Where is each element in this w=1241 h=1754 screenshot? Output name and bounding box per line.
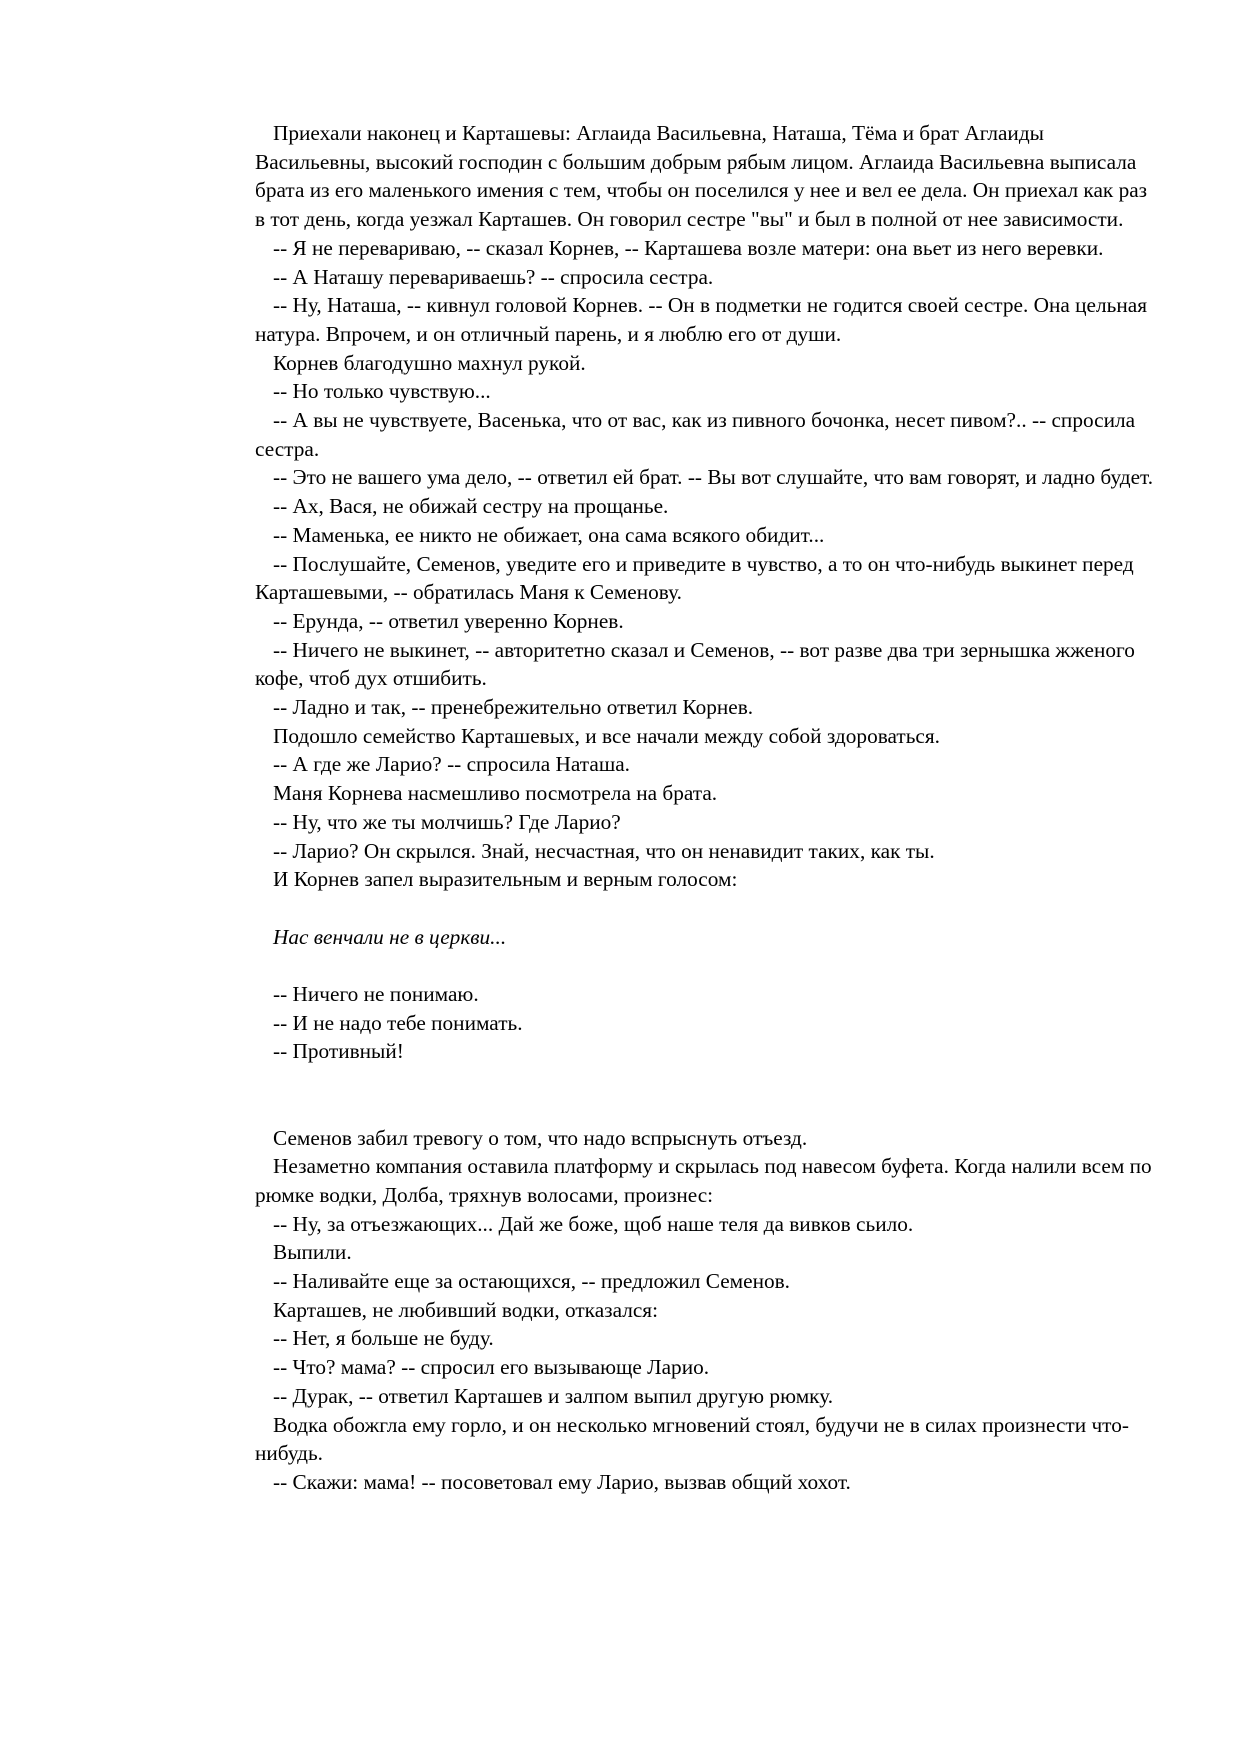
text-block-2 bbox=[255, 980, 1155, 1066]
paragraph: Приехали наконец и Карташевы: Аглаида Васильевна, Наташа, Тёма и брат Аглаиды Васильевны, высокий господин с большим добрым рябым лицом. Аглаида Васильевна выписала брата из его маленького имения с тем, чтобы он поселился у нее и вел ее дела. Он приехал как раз в тот день, когда уезжал Карташев. Он говорил сестре "вы" и был в полной от нее зависимости. bbox=[255, 121, 1148, 232]
paragraph: Незаметно компания оставила платформу и скрылась под навесом буфета. Когда налили всем по рюмке водки, Долба, тряхнув волосами, произнес: bbox=[255, 1154, 1152, 1207]
paragraph: -- Но только чувствую... bbox=[273, 379, 491, 404]
paragraph: -- Это не вашего ума дело, -- ответил ей брат. -- Вы вот слушайте, что вам говорят, и ладно будет. bbox=[273, 465, 1154, 490]
paragraph: -- И не надо тебе понимать. bbox=[273, 1010, 523, 1035]
paragraph: Семенов забил тревогу о том, что надо вспрыснуть отъезд. bbox=[273, 1125, 808, 1150]
paragraph: -- Послушайте, Семенов, уведите его и приведите в чувство, а то он что-нибудь выкинет перед Карташевыми, -- обратилась Маня к Семенову. bbox=[255, 551, 1134, 605]
paragraph: Маня Корнева насмешливо посмотрела на брата. bbox=[273, 781, 718, 806]
paragraph: -- Дурак, -- ответил Карташев и залпом выпил другую рюмку. bbox=[273, 1383, 834, 1408]
spacer bbox=[255, 1066, 1155, 1123]
paragraph: -- Я не перевариваю, -- сказал Корнев, -- Карташева возле матери: она вьет из него веревки. bbox=[273, 235, 1104, 260]
paragraph: Выпили. bbox=[273, 1240, 352, 1265]
paragraph: -- Противный! bbox=[273, 1039, 404, 1064]
paragraph: -- Маменька, ее никто не обижает, она сама всякого обидит... bbox=[273, 522, 825, 547]
paragraph: -- Ерунда, -- ответил уверенно Корнев. bbox=[273, 608, 624, 633]
paragraph: И Корнев запел выразительным и верным голосом: bbox=[273, 867, 738, 892]
paragraph: -- Ларио? Он скрылся. Знай, несчастная, что он ненавидит таких, как ты. bbox=[273, 838, 935, 863]
paragraph: -- А где же Ларио? -- спросила Наташа. bbox=[273, 752, 630, 777]
spacer bbox=[255, 894, 1155, 923]
verse-line: Нас венчали не в церкви... bbox=[273, 924, 507, 949]
paragraph: Корнев благодушно махнул рукой. bbox=[273, 350, 586, 375]
text-block-1 bbox=[255, 119, 1155, 894]
paragraph: -- А вы не чувствуете, Васенька, что от вас, как из пивного бочонка, несет пивом?.. -- спросила сестра. bbox=[255, 408, 1136, 461]
paragraph: -- Ну, что же ты молчишь? Где Ларио? bbox=[273, 809, 621, 834]
paragraph: Подошло семейство Карташевых, и все начали между собой здороваться. bbox=[273, 723, 940, 748]
paragraph: -- Ну, Наташа, -- кивнул головой Корнев. -- Он в подметки не годится своей сестре. Она цельная натура. Впрочем, и он отличный парень, и я люблю его от души. bbox=[255, 293, 1147, 346]
paragraph: -- Ну, за отъезжающих... Дай же боже, щоб наше теля да вивков сьило. bbox=[273, 1211, 914, 1236]
text-block-3 bbox=[255, 1124, 1155, 1497]
paragraph: -- Ах, Вася, не обижай сестру на прощанье. bbox=[273, 494, 669, 519]
paragraph: Карташев, не любивший водки, отказался: bbox=[273, 1297, 659, 1322]
paragraph: -- Ладно и так, -- пренебрежительно ответил Корнев. bbox=[273, 695, 754, 720]
paragraph: -- Что? мама? -- спросил его вызывающе Ларио. bbox=[273, 1355, 710, 1380]
paragraph: -- Ничего не понимаю. bbox=[273, 982, 479, 1007]
paragraph: -- Нет, я больше не буду. bbox=[273, 1326, 494, 1351]
spacer bbox=[255, 951, 1155, 980]
document-text bbox=[255, 119, 1155, 1497]
paragraph: -- Скажи: мама! -- посоветовал ему Ларио, вызвав общий хохот. bbox=[273, 1470, 851, 1494]
paragraph: -- А Наташу перевариваешь? -- спросила сестра. bbox=[273, 264, 714, 289]
paragraph: -- Наливайте еще за остающихся, -- предложил Семенов. bbox=[273, 1269, 791, 1294]
paragraph: -- Ничего не выкинет, -- авторитетно сказал и Семенов, -- вот разве два три зернышка жженого кофе, чтоб дух отшибить. bbox=[255, 637, 1135, 691]
paragraph: Водка обожгла ему горло, и он несколько мгновений стоял, будучи не в силах произнести что-нибудь. bbox=[255, 1412, 1129, 1466]
